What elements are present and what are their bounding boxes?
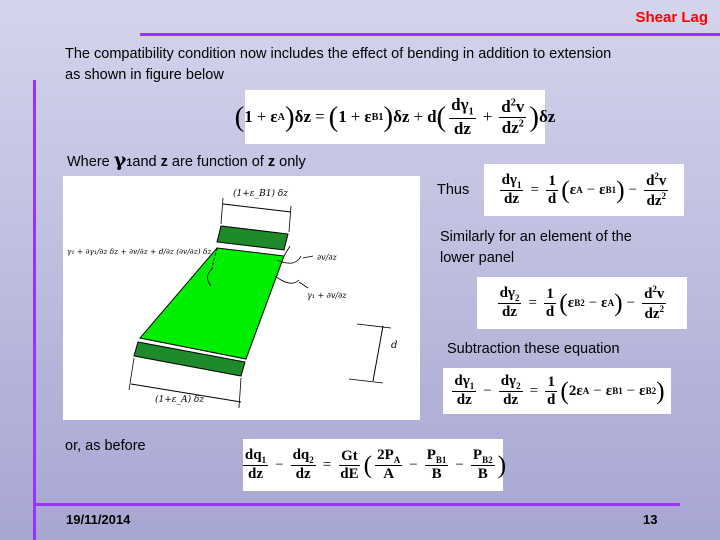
top-dim-tick-left bbox=[221, 198, 223, 224]
angle-leader-2 bbox=[299, 282, 308, 288]
bottom-dimension-label: (1+ε_A) δz bbox=[155, 395, 205, 405]
equation-subtraction: $\frac{d\gamma_1}{dz}$ − $\frac{d\gamma_2}{dz}$ = $\frac{1}{d}$ ( 2ε A − ε B1 − ε B2 ) bbox=[443, 368, 671, 414]
where-mid-2: are function of bbox=[167, 154, 268, 170]
similarly-line-2: lower panel bbox=[440, 250, 515, 266]
equation-shear-flow: $\frac{dq_1}{dz}$ − $\frac{dq_2}{dz}$ = $\frac{Gt}{dE}$ ( $\frac{2P_A}{A}$ − $\frac{P_{B1}}{B}$ − $\frac{P_{B2}}{B}$ ) bbox=[243, 439, 503, 491]
top-flange bbox=[217, 226, 288, 250]
top-rule bbox=[140, 33, 720, 36]
gamma-symbol: γ bbox=[113, 149, 127, 171]
top-dim-tick-right bbox=[289, 206, 291, 232]
top-dimension-line bbox=[223, 204, 291, 212]
slide-title: Shear Lag bbox=[635, 9, 708, 26]
figure-svg bbox=[63, 176, 420, 420]
web-panel bbox=[140, 248, 284, 359]
angle-arc-2 bbox=[275, 276, 299, 283]
depth-tick-top bbox=[357, 324, 391, 328]
left-expression-label: γ₁ + ∂γ₁/∂z δz + ∂v/∂z + d/∂z (∂v/∂z) δz bbox=[67, 247, 212, 256]
angle-label-2: γ₁ + ∂v/∂z bbox=[307, 291, 347, 300]
figure-shear-element bbox=[63, 176, 420, 420]
gamma-subscript: 1 bbox=[126, 157, 133, 169]
where-line bbox=[67, 150, 306, 174]
depth-arrow-line bbox=[373, 326, 383, 381]
footer-date: 19/11/2014 bbox=[66, 512, 131, 527]
similarly-text bbox=[440, 227, 632, 269]
intro-line-2: as shown in figure below bbox=[65, 67, 224, 83]
intro-text bbox=[65, 44, 705, 86]
depth-label: d bbox=[391, 340, 398, 351]
footer-page-number: 13 bbox=[643, 512, 658, 527]
where-suffix: only bbox=[275, 154, 306, 170]
equation-upper-panel: $\frac{d\gamma_1}{dz}$ = $\frac{1}{d}$ ( ε A − ε B1 ) − $\frac{d^2v}{dz^2}$ bbox=[484, 164, 684, 216]
left-rule bbox=[33, 80, 36, 540]
intro-line-1: The compatibility condition now includes the effect of bending in addition to extension bbox=[65, 46, 612, 62]
where-prefix: Where bbox=[67, 154, 114, 170]
thus-label: Thus bbox=[437, 182, 470, 198]
angle-label-1: ∂v/∂z bbox=[317, 253, 337, 262]
equation-compatibility: ( 1 + ε A ) δz = ( 1 + ε B1 ) δz + d ( $\frac{d\gamma_1}{dz}$ + $\frac{d^2v}{dz^2}$ ) δz bbox=[245, 90, 545, 144]
or-as-before-text: or, as before bbox=[65, 438, 146, 454]
equation-lower-panel: $\frac{d\gamma_2}{dz}$ = $\frac{1}{d}$ ( ε B2 − ε A ) − $\frac{d^2v}{dz^2}$ bbox=[477, 277, 687, 329]
where-z-2: z bbox=[267, 154, 276, 170]
top-dimension-label: (1+ε_B1) δz bbox=[233, 189, 288, 199]
similarly-line-1: Similarly for an element of the bbox=[440, 229, 632, 245]
bottom-dim-tick-left bbox=[129, 358, 134, 390]
angle-leader-1 bbox=[303, 256, 313, 258]
bottom-dim-tick-right bbox=[239, 378, 241, 408]
bottom-rule bbox=[36, 503, 680, 506]
depth-tick-bottom bbox=[349, 379, 383, 383]
where-mid: and bbox=[132, 154, 161, 170]
where-z-1: z bbox=[160, 154, 168, 170]
subtraction-text: Subtraction these equation bbox=[447, 341, 620, 357]
